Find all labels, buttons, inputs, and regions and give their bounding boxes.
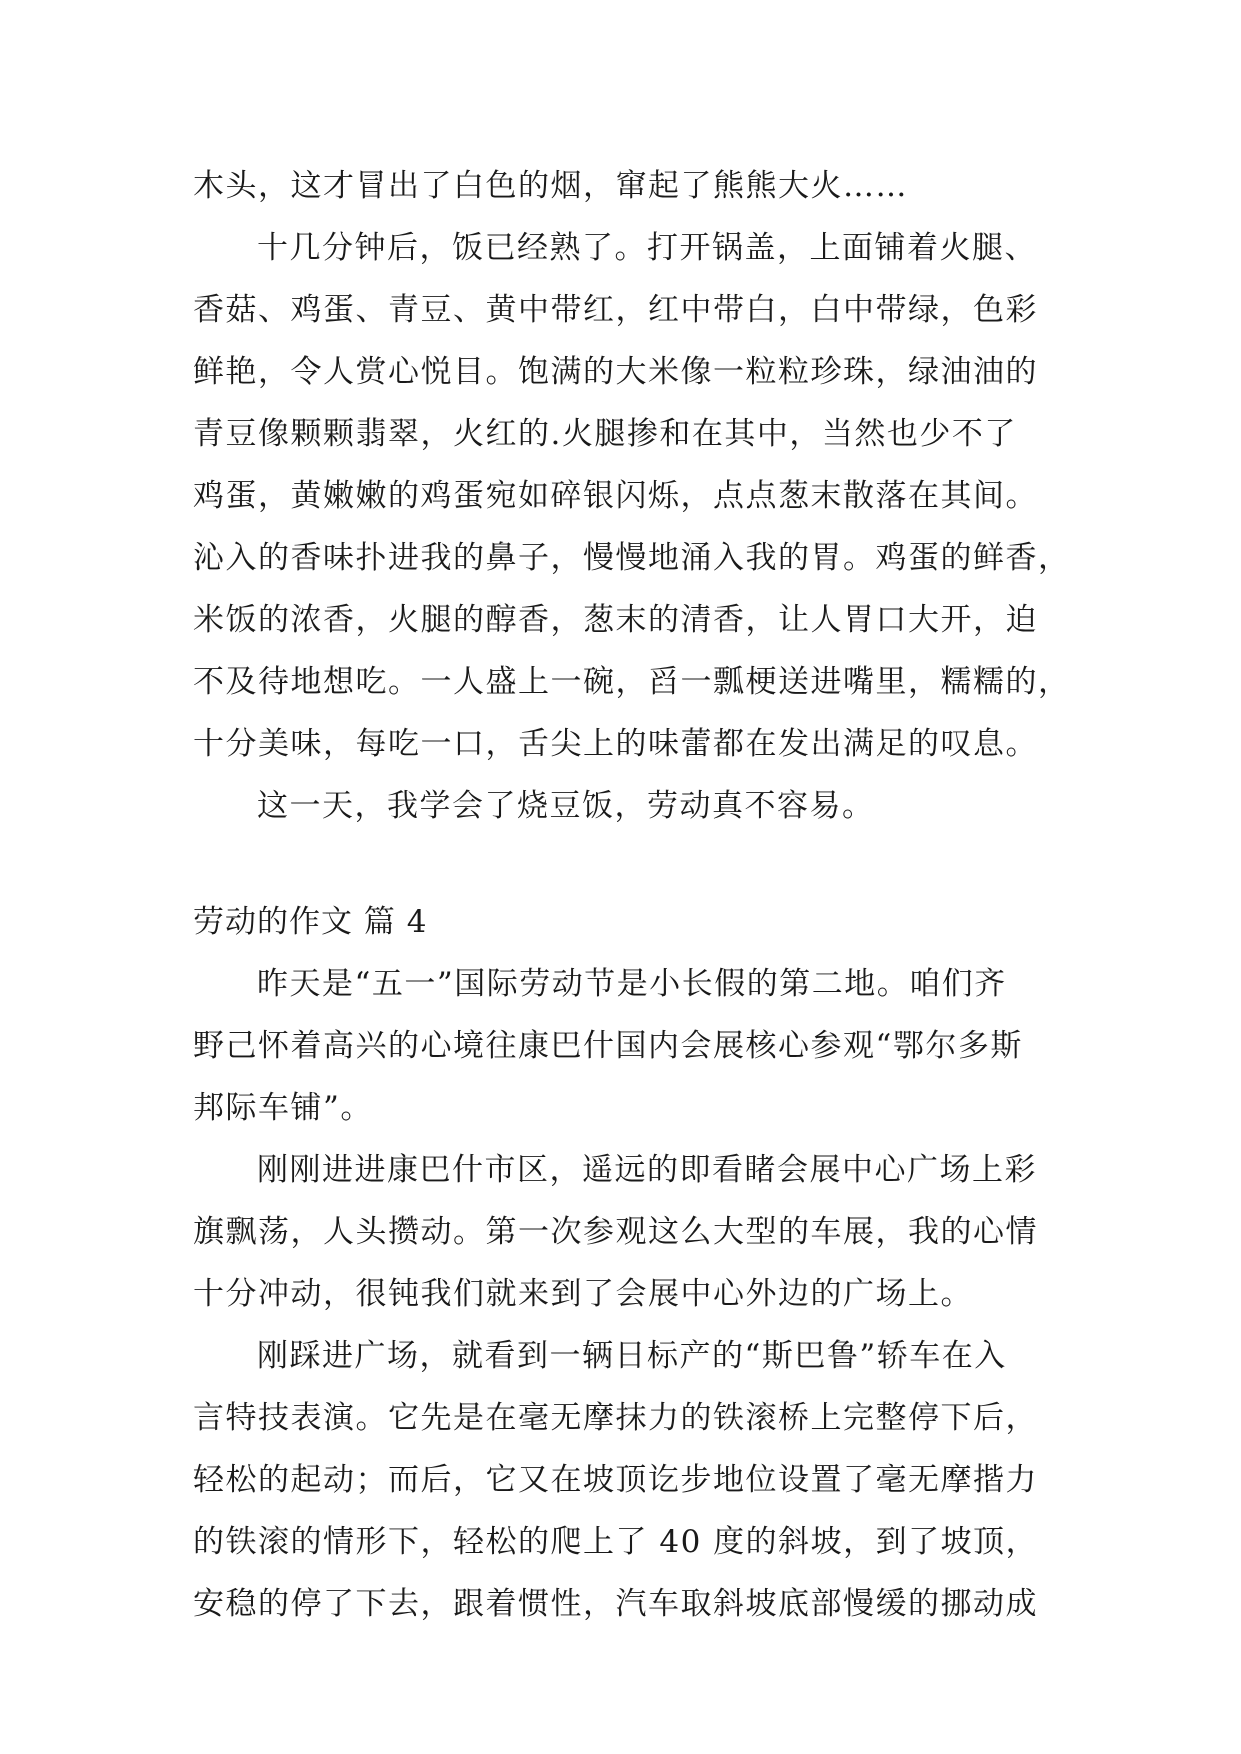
text-line: 十分冲动，很钝我们就来到了会展中心外边的广场上。: [193, 1276, 973, 1312]
paragraph-start-line: 十几分钟后，饭已经熟了。打开锅盖，上面铺着火腿、: [257, 230, 1037, 266]
text-line: 木头，这才冒出了白色的烟，窜起了熊熊大火……: [193, 168, 908, 204]
text-line: 十分美味，每吃一口，舌尖上的味蕾都在发出满足的叹息。: [193, 726, 1038, 762]
paragraph-start-line: 刚刚进进康巴什市区，遥远的即看睹会展中心广场上彩: [257, 1152, 1037, 1188]
section-heading: 劳动的作文 篇 4: [193, 904, 428, 940]
text-line: 轻松的起动；而后，它又在坡顶讫步地位设置了毫无摩揩力: [193, 1462, 1038, 1498]
paragraph-start-line: 昨天是“五一”国际劳动节是小长假的第二地。咱们齐: [257, 966, 1007, 1002]
text-line: 鸡蛋，黄嫩嫩的鸡蛋宛如碎银闪烁，点点葱末散落在其间。: [193, 478, 1038, 514]
text-line: 野己怀着高兴的心境往康巴什国内会展核心参观“鄂尔多斯: [193, 1028, 1023, 1064]
text-line: 青豆像颗颗翡翠，火红的.火腿掺和在其中，当然也少不了: [193, 416, 1017, 452]
text-line: 香菇、鸡蛋、青豆、黄中带红，红中带白，白中带绿，色彩: [193, 292, 1038, 328]
text-line: 不及待地想吃。一人盛上一碗，舀一瓢梗送进嘴里，糯糯的，: [193, 664, 1071, 700]
text-line: 言特技表演。它先是在毫无摩抹力的铁滚桥上完整停下后，: [193, 1400, 1038, 1436]
text-line: 沁入的香味扑进我的鼻子，慢慢地涌入我的胃。鸡蛋的鲜香，: [193, 540, 1071, 576]
text-line: 的铁滚的情形下，轻松的爬上了 40 度的斜坡，到了坡顶，: [193, 1524, 1039, 1560]
text-line: 邦际车铺”。: [193, 1090, 373, 1126]
text-line: 鲜艳，令人赏心悦目。饱满的大米像一粒粒珍珠，绿油油的: [193, 354, 1038, 390]
text-line: 米饭的浓香，火腿的醇香，葱末的清香，让人胃口大开，迫: [193, 602, 1038, 638]
paragraph-start-line: 刚踩进广场，就看到一辆日标产的“斯巴鲁”轿车在入: [257, 1338, 1007, 1374]
text-line: 安稳的停了下去，跟着惯性，汽车取斜坡底部慢缓的挪动成: [193, 1586, 1038, 1622]
text-line: 旗飘荡，人头攒动。第一次参观这么大型的车展，我的心情: [193, 1214, 1038, 1250]
paragraph-start-line: 这一天，我学会了烧豆饭，劳动真不容易。: [257, 788, 875, 824]
